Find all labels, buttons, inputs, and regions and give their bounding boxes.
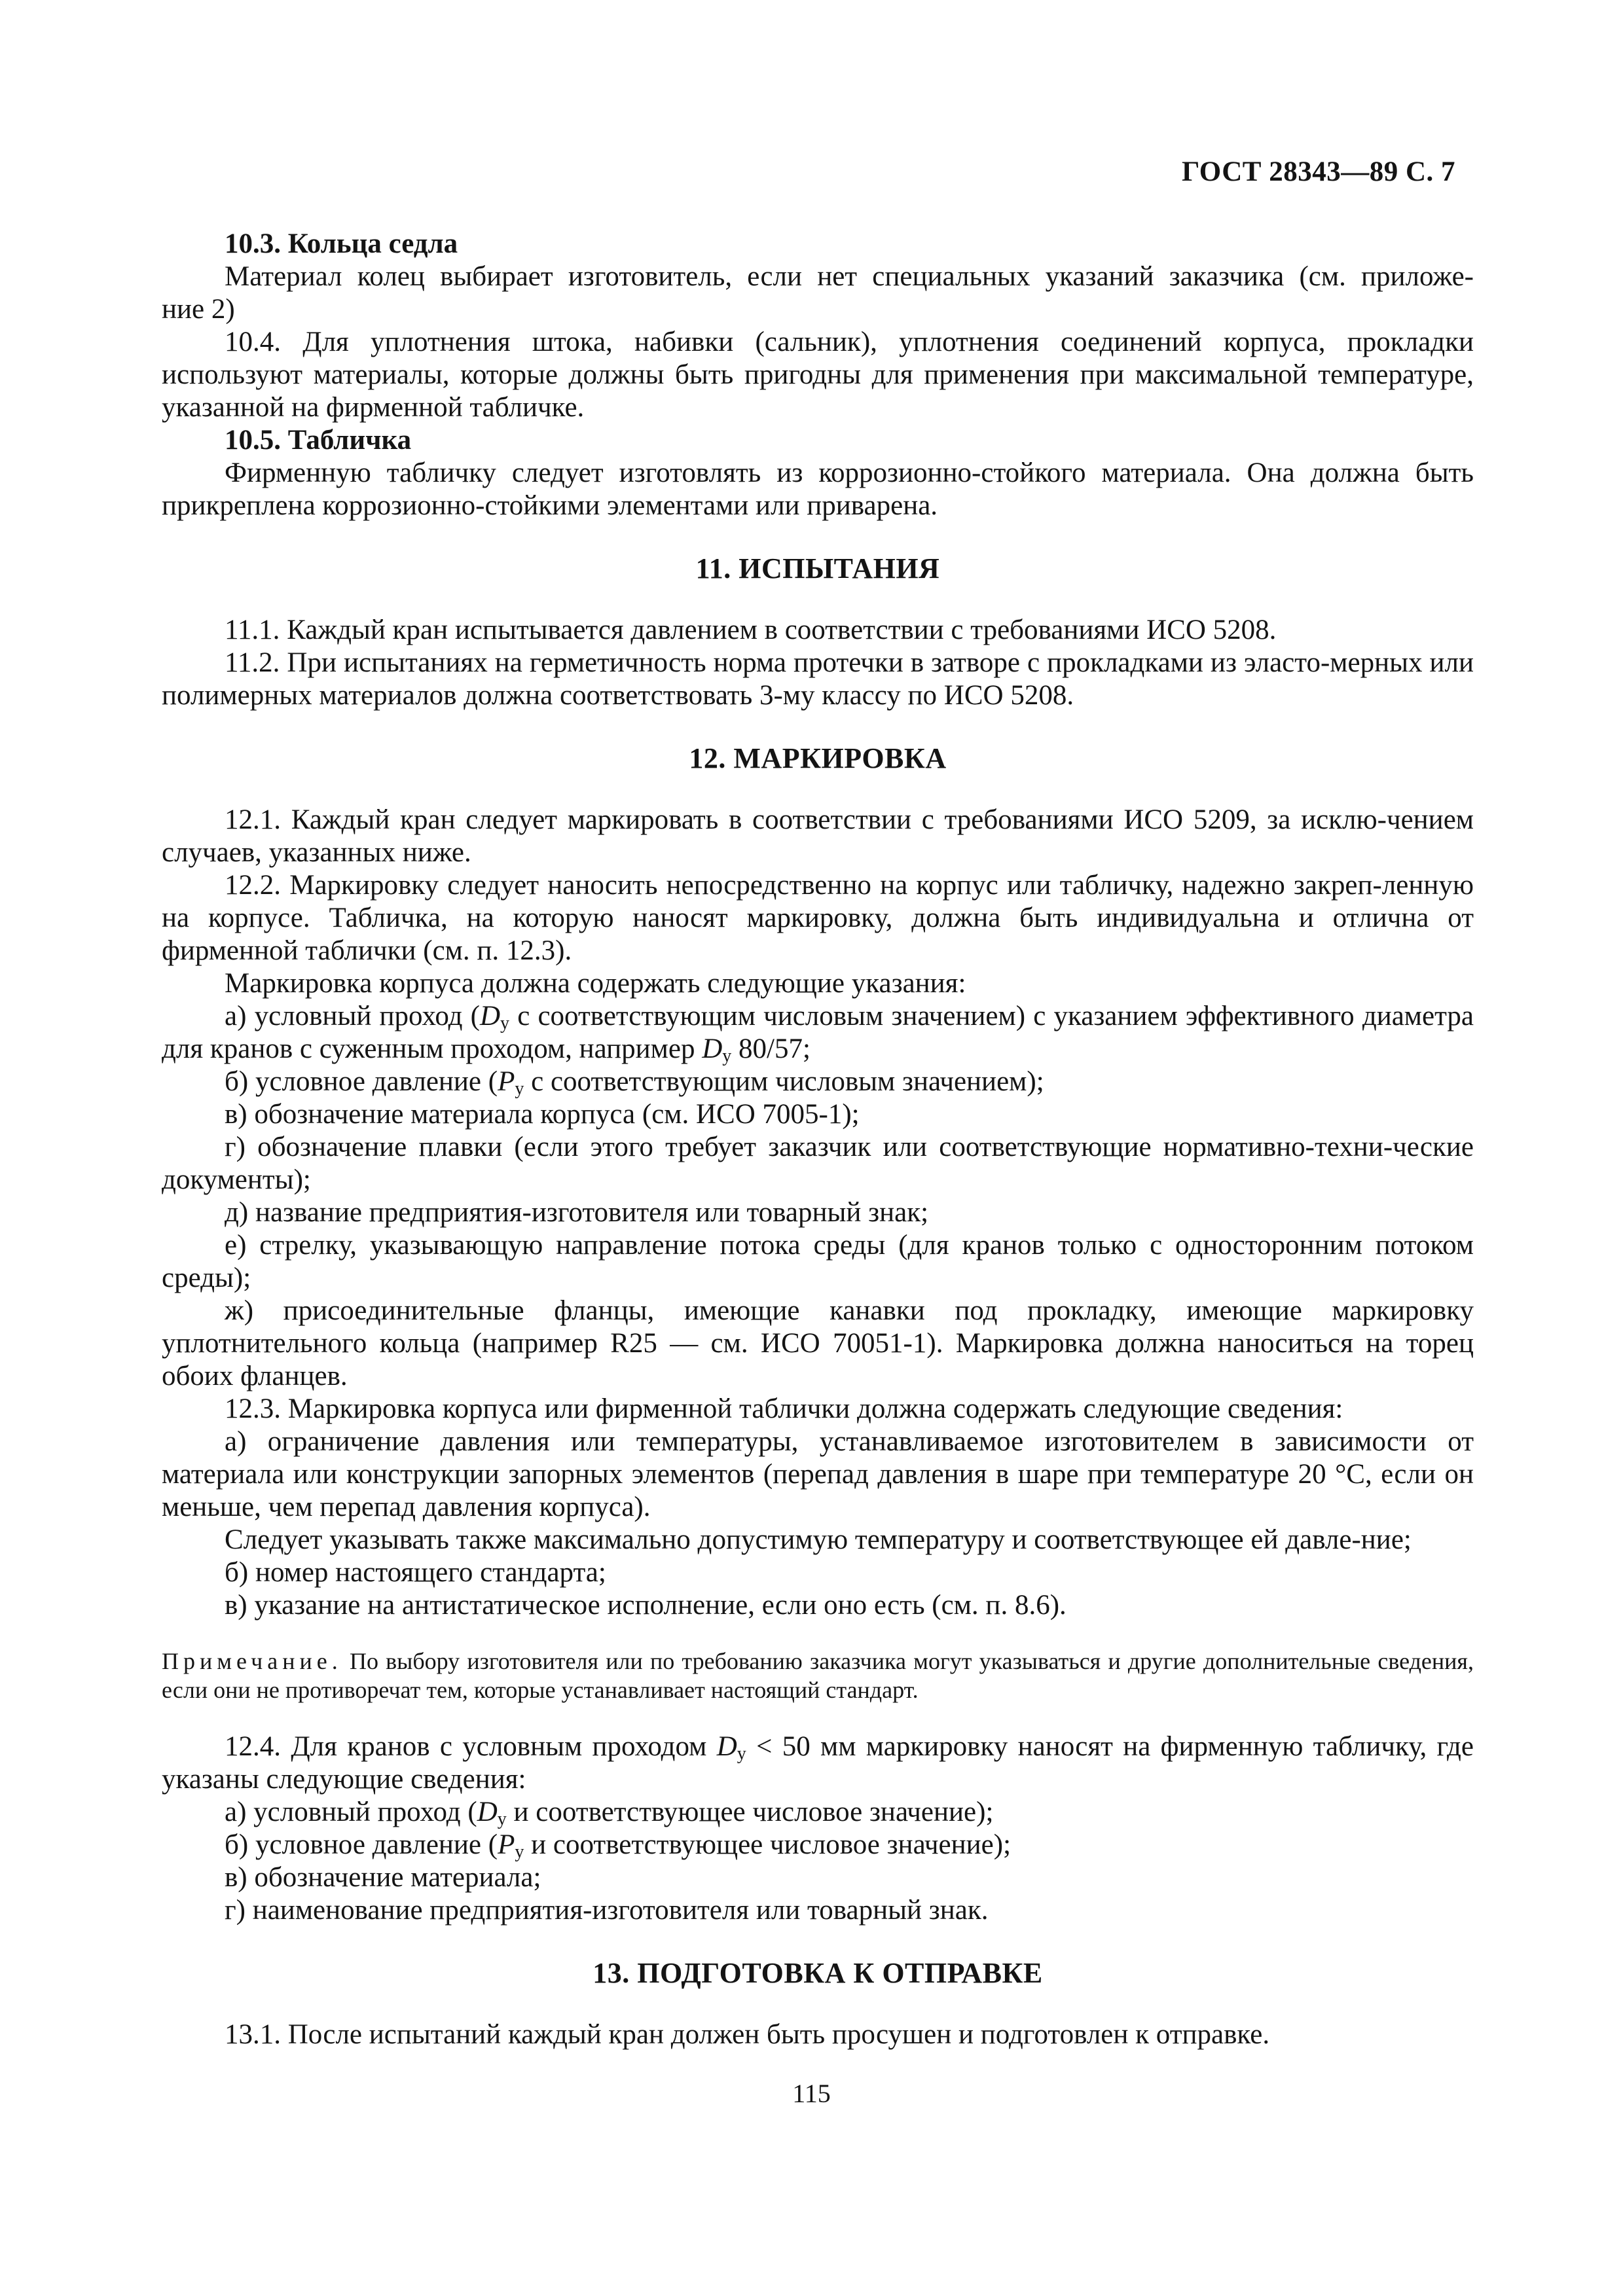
document-body bbox=[162, 228, 1474, 2051]
section-12-title: 12. МАРКИРОВКА bbox=[689, 742, 947, 774]
list-item-12-3-v: в) указание на антистатическое исполнение, если оно есть (см. п. 8.6). bbox=[225, 1590, 1067, 1621]
list-item-12-4-a: а) условный проход ($D_у$ и соответствующее числовое значение); bbox=[225, 1797, 994, 1829]
list-item-12-2-e: е) стрелку, указывающую направление потока среды (для кранов только с односторонним потоком среды); bbox=[162, 1230, 1474, 1293]
section-12-2: 12.2. Маркировку следует наносить непосредственно на корпус или табличку, надежно закреп-ленную на корпусе. Табличка, на которую наносят маркировку, должна быть индивидуальна и отлична от фирменной таблички (см. п. 12.3). bbox=[162, 870, 1474, 966]
section-13-1: 13.1. После испытаний каждый кран должен быть просушен и подготовлен к отправке. bbox=[225, 2019, 1270, 2050]
page-header: ГОСТ 28343—89 С. 7 bbox=[1181, 156, 1455, 187]
section-12-3-also: Следует указывать также максимально допустимую температуру и соответствующее ей давле-ние; bbox=[225, 1524, 1412, 1555]
section-12-2-intro: Маркировка корпуса должна содержать следующие указания: bbox=[225, 968, 966, 999]
section-10-5-title: 10.5. Табличка bbox=[225, 425, 412, 456]
list-item-12-4-v: в) обозначение материала; bbox=[225, 1862, 541, 1893]
section-11-2: 11.2. При испытаниях на герметичность норма протечки в затворе с прокладками из эласто-мерных или полимерных материалов должна соответствовать 3-му классу по ИСО 5208. bbox=[162, 647, 1474, 711]
section-11-title: 11. ИСПЫТАНИЯ bbox=[695, 552, 940, 584]
section-12-4: 12.4. Для кранов с условным проходом $D_у < 50$ мм маркировку наносят на фирменную табличку, где указаны следующие сведения: bbox=[162, 1731, 1474, 1795]
section-10-5-text: Фирменную табличку следует изготовлять из коррозионно-стойкого материала. Она должна быть прикреплена коррозионно-стойкими элементами или приварена. bbox=[162, 457, 1474, 521]
section-10-4: 10.4. Для уплотнения штока, набивки (сальник), уплотнения соединений корпуса, прокладки используют материалы, которые должны быть пригодны для применения при максимальной температуре, указанной на фирменной табличке. bbox=[162, 327, 1474, 423]
list-item-12-2-a: а) условный проход ($D_у$ с соответствующим числовым значением) с указанием эффективного диаметра для кранов с суженным проходом, например $D_у$ 80/57; bbox=[162, 1001, 1474, 1066]
section-12-1: 12.1. Каждый кран следует маркировать в соответствии с требованиями ИСО 5209, за исклю-чением случаев, указанных ниже. bbox=[162, 804, 1474, 868]
note-text: По выбору изготовителя или по требованию заказчика могут указываться и другие дополнительные сведения, если они не противоречат тем, которые устанавливает настоящий стандарт. bbox=[162, 1648, 1474, 1703]
list-item-12-2-b: б) условное давление ($P_у$ с соответствующим числовым значением); bbox=[225, 1066, 1044, 1099]
page-number: 115 bbox=[792, 2079, 831, 2108]
section-10-3-text-end: ние 2) bbox=[162, 294, 235, 325]
section-13-title: 13. ПОДГОТОВКА К ОТПРАВКЕ bbox=[593, 1957, 1043, 1989]
list-item-12-3-a: а) ограничение давления или температуры, устанавливаемое изготовителем в зависимости от материала или конструкции запорных элементов (перепад давления в шаре при температуре 20 °С, если он меньше, чем перепад давления корпуса). bbox=[162, 1426, 1474, 1522]
note bbox=[162, 1647, 1474, 1704]
section-10-3-title: 10.3. Кольца седла bbox=[225, 228, 458, 259]
list-item-12-2-zh: ж) присоединительные фланцы, имеющие канавки под прокладку, имеющие маркировку уплотнительного кольца (например R25 — см. ИСО 70051-1). Маркировка должна наноситься на торец обоих фланцев. bbox=[162, 1295, 1474, 1391]
list-item-12-3-b: б) номер настоящего стандарта; bbox=[225, 1557, 606, 1588]
note-label: Примечание. bbox=[162, 1648, 342, 1674]
list-item-12-2-g: г) обозначение плавки (если этого требует заказчик или соответствующие нормативно-техни-ческие документы); bbox=[162, 1132, 1474, 1195]
section-12-3: 12.3. Маркировка корпуса или фирменной таблички должна содержать следующие сведения: bbox=[225, 1393, 1343, 1424]
list-item-12-4-g: г) наименование предприятия-изготовителя или товарный знак. bbox=[225, 1895, 989, 1926]
list-item-12-2-d: д) название предприятия-изготовителя или товарный знак; bbox=[225, 1197, 929, 1228]
list-item-12-2-v: в) обозначение материала корпуса (см. ИСО 7005-1); bbox=[225, 1099, 860, 1130]
section-10-3-text: Материал колец выбирает изготовитель, если нет специальных указаний заказчика (см. приложе- bbox=[225, 261, 1474, 292]
list-item-12-4-b: б) условное давление ($P_у$ и соответствующее числовое значение); bbox=[225, 1829, 1012, 1862]
section-11-1: 11.1. Каждый кран испытывается давлением в соответствии с требованиями ИСО 5208. bbox=[225, 615, 1277, 645]
